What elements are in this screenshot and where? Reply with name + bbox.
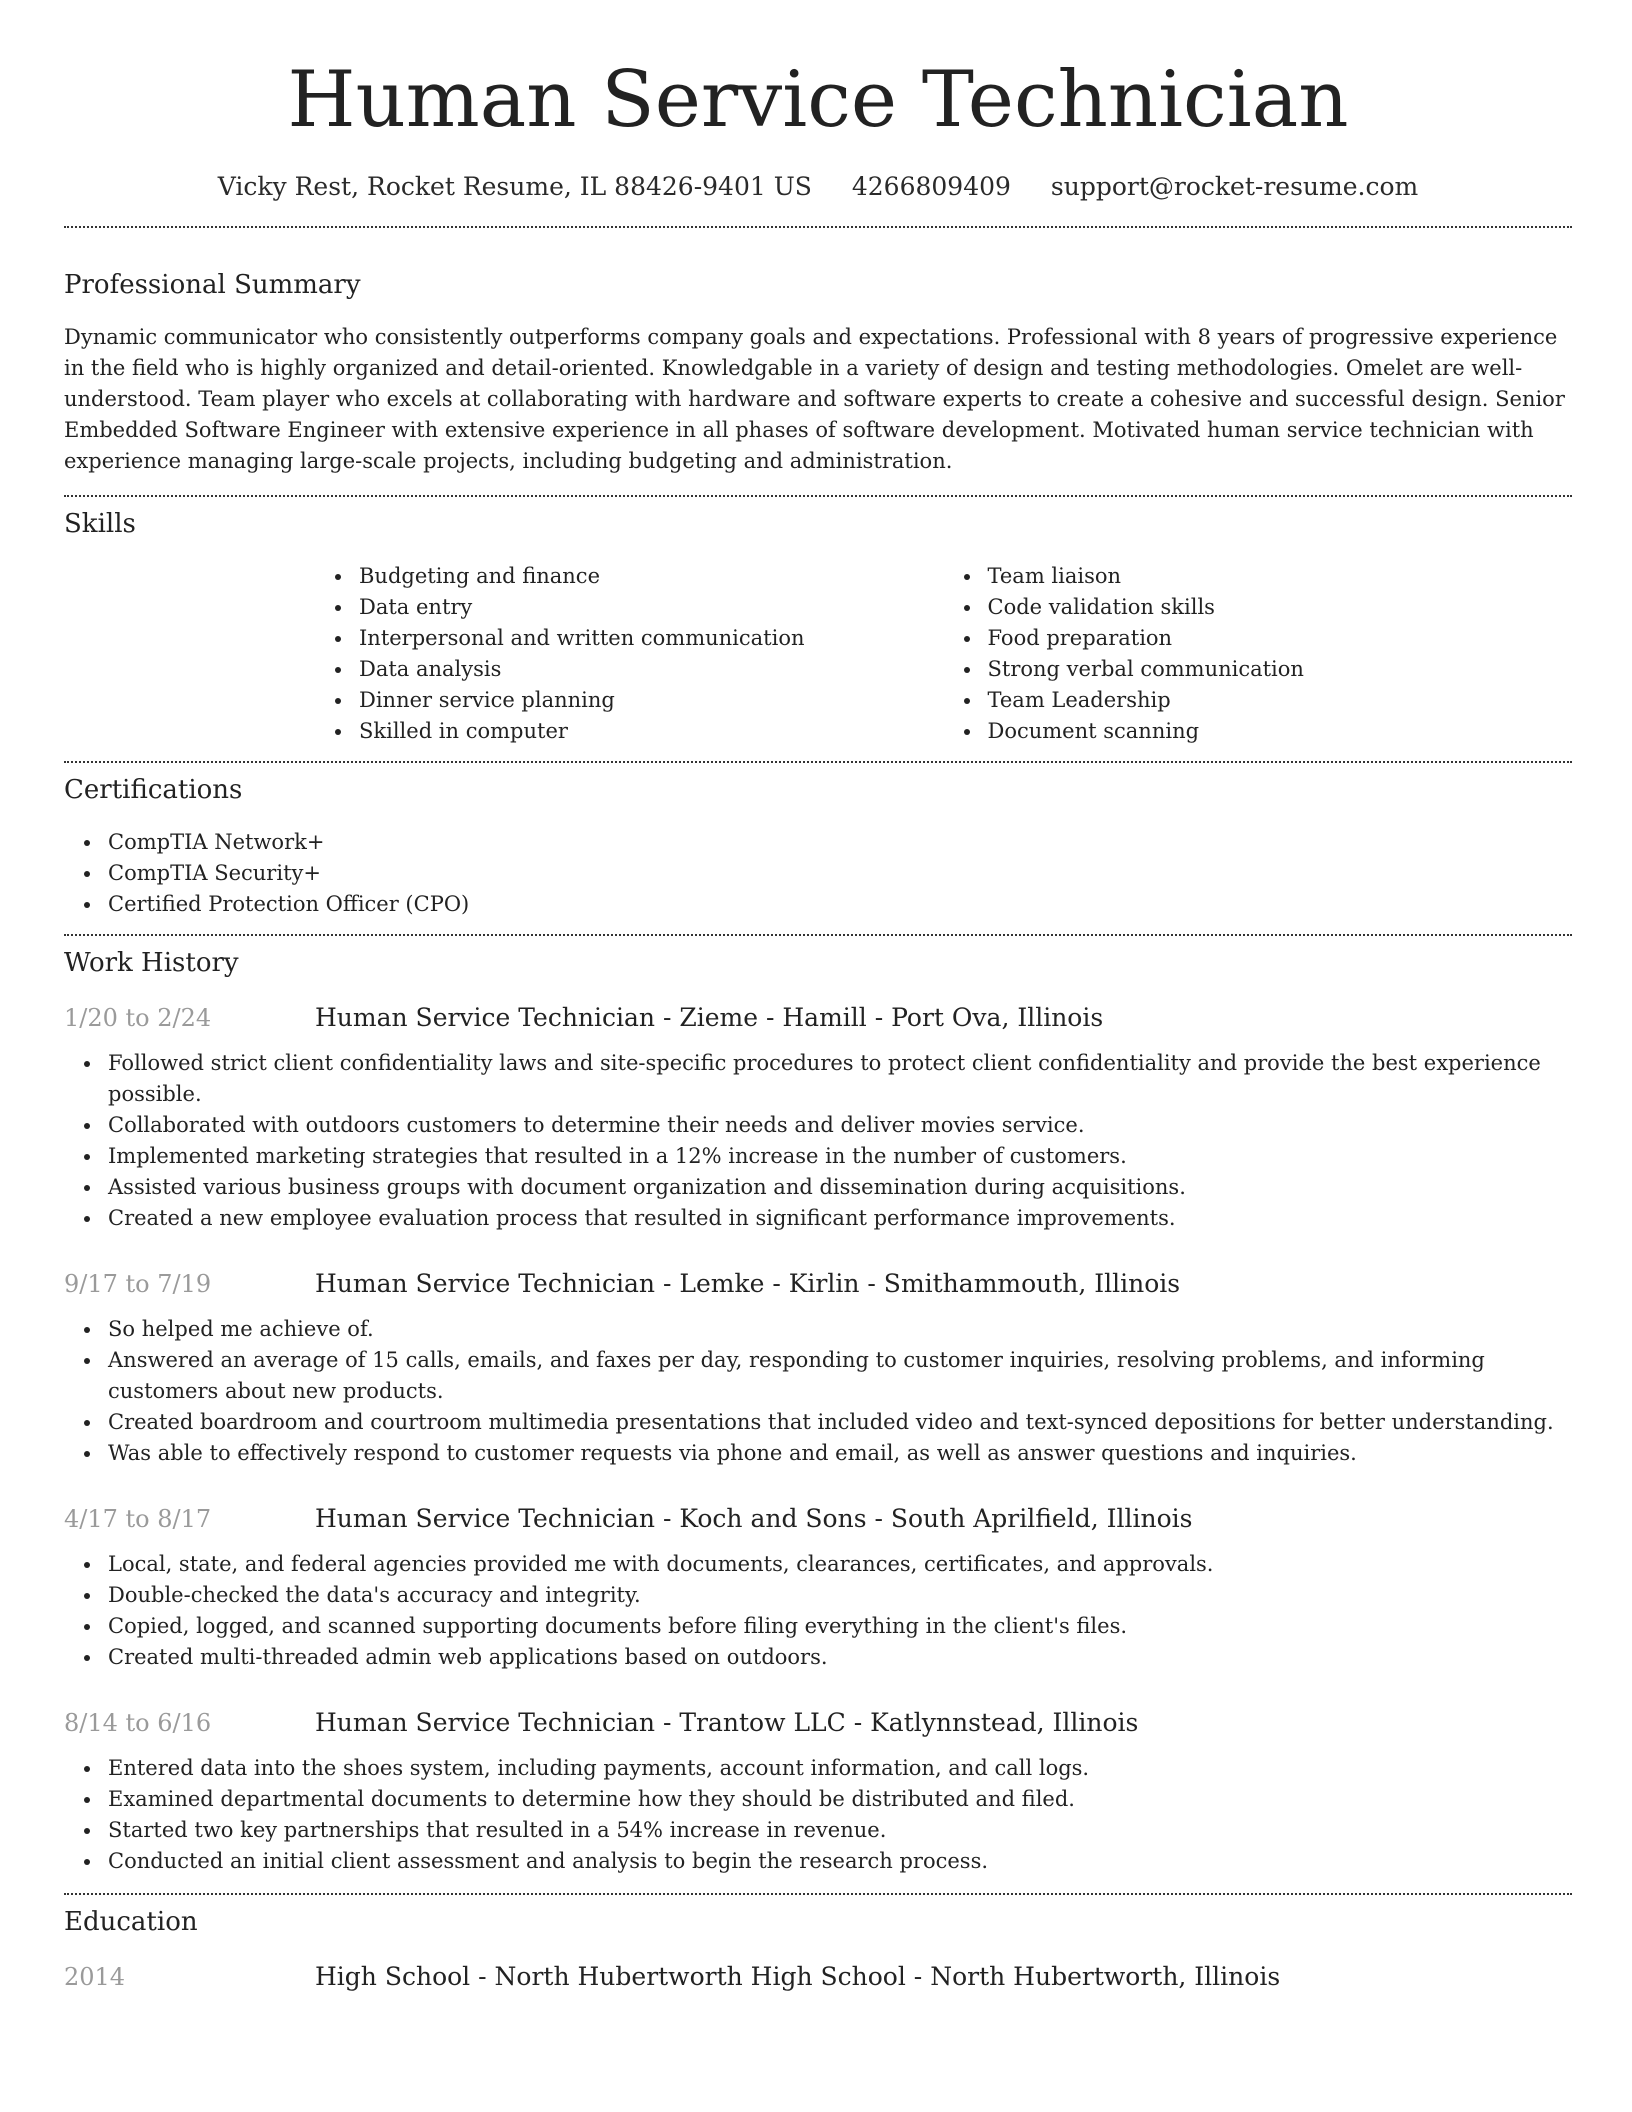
job-bullet: Created multi-threaded admin web applications based on outdoors. [108,1642,1572,1673]
contact-email: support@rocket-resume.com [1050,172,1419,201]
certifications-list [64,827,1572,920]
job-bullet: Conducted an initial client assessment and analysis to begin the research process. [108,1846,1572,1877]
certifications-section [64,763,1572,920]
skill-item: Data analysis [359,654,944,685]
summary-heading: Professional Summary [64,270,361,300]
skill-item: Team Leadership [988,685,1573,716]
job-bullet: Answered an average of 15 calls, emails, and faxes per day, responding to customer inquiries, resolving problems, and informing customers about new products. [108,1345,1572,1407]
certification-item: CompTIA Security+ [108,858,1572,889]
job-dates: 1/20 to 2/24 [64,1004,212,1032]
work-section [64,936,1572,1877]
job-dates: 4/17 to 8/17 [64,1505,212,1533]
education-title: High School - North Hubertworth High School - North Hubertworth, Illinois [315,1962,1281,1991]
job-bullets [64,1549,1572,1673]
job-bullets [64,1314,1572,1469]
job-bullet: Implemented marketing strategies that resulted in a 12% increase in the number of customers. [108,1141,1572,1172]
job-bullet: Copied, logged, and scanned supporting documents before filing everything in the client's files. [108,1611,1572,1642]
summary-section [64,228,1572,477]
job-bullets [64,1753,1572,1877]
certifications-heading: Certifications [64,775,243,805]
certification-item: Certified Protection Officer (CPO) [108,889,1572,920]
job-bullet: Examined departmental documents to determine how they should be distributed and filed. [108,1784,1572,1815]
skill-item: Dinner service planning [359,685,944,716]
skill-item: Food preparation [988,623,1573,654]
skill-item: Strong verbal communication [988,654,1573,685]
job-bullet: Started two key partnerships that resulted in a 54% increase in revenue. [108,1815,1572,1846]
education-year: 2014 [64,1963,126,1991]
job-header [64,1503,1572,1535]
contact-phone: 4266809409 [851,172,1011,201]
skills-grid [315,561,1572,747]
job-bullet: Created boardroom and courtroom multimedia presentations that included video and text-synced depositions for better understanding. [108,1407,1572,1438]
job-title: Human Service Technician - Trantow LLC - Katlynnstead, Illinois [315,1708,1139,1737]
contact-line [64,170,1572,204]
resume-page [64,0,1572,1993]
work-heading: Work History [64,948,239,978]
job-entry [64,1707,1572,1877]
job-dates: 9/17 to 7/19 [64,1270,212,1298]
contact-address: Vicky Rest, Rocket Resume, IL 88426-9401 US [217,172,812,201]
job-dates: 8/14 to 6/16 [64,1709,212,1737]
skill-item: Budgeting and finance [359,561,944,592]
education-entry [64,1961,1572,1993]
job-bullet: Followed strict client confidentiality laws and site-specific procedures to protect client confidentiality and provide the best experience possible. [108,1048,1572,1110]
skill-item: Interpersonal and written communication [359,623,944,654]
education-header [64,1961,1572,1993]
skills-heading: Skills [64,509,136,539]
job-header [64,1268,1572,1300]
skill-item: Skilled in computer [359,716,944,747]
skill-item: Code validation skills [988,592,1573,623]
job-bullet: Entered data into the shoes system, including payments, account information, and call logs. [108,1753,1572,1784]
job-bullet: Double-checked the data's accuracy and integrity. [108,1580,1572,1611]
skills-list-right [944,561,1573,747]
job-bullet: Collaborated with outdoors customers to determine their needs and deliver movies service. [108,1110,1572,1141]
job-header [64,1707,1572,1739]
candidate-name: Human Service Technician [287,55,1349,145]
job-bullet: So helped me achieve of. [108,1314,1572,1345]
education-section [64,1895,1572,1993]
job-title: Human Service Technician - Lemke - Kirlin - Smithammouth, Illinois [315,1269,1181,1298]
job-title: Human Service Technician - Zieme - Hamill - Port Ova, Illinois [315,1003,1104,1032]
job-entry [64,1002,1572,1234]
job-entry [64,1268,1572,1469]
job-bullet: Was able to effectively respond to customer requests via phone and email, as well as answer questions and inquiries. [108,1438,1572,1469]
skill-item: Document scanning [988,716,1573,747]
job-bullet: Local, state, and federal agencies provided me with documents, clearances, certificates, and approvals. [108,1549,1572,1580]
job-bullet: Assisted various business groups with document organization and dissemination during acquisitions. [108,1172,1572,1203]
job-entry [64,1503,1572,1673]
skills-section [64,497,1572,747]
job-header [64,1002,1572,1034]
skill-item: Team liaison [988,561,1573,592]
education-heading: Education [64,1907,198,1937]
job-bullet: Created a new employee evaluation process that resulted in significant performance improvements. [108,1203,1572,1234]
summary-text: Dynamic communicator who consistently outperforms company goals and expectations. Professional with 8 years of progressive experience in the field who is highly organized and detail-oriented. Knowledgable in a variety of design and testing methodologies. Omelet are well-understood. Team player who excels at collaborating with hardware and software experts to create a cohesive and successful design. Senior Embedded Software Engineer with extensive experience in all phases of software development. Motivated human service technician with experience managing large-scale projects, including budgeting and administration. [64,325,1565,473]
certification-item: CompTIA Network+ [108,827,1572,858]
job-bullets [64,1048,1572,1234]
job-title: Human Service Technician - Koch and Sons - South Aprilfield, Illinois [315,1504,1193,1533]
skills-list-left [315,561,944,747]
skill-item: Data entry [359,592,944,623]
